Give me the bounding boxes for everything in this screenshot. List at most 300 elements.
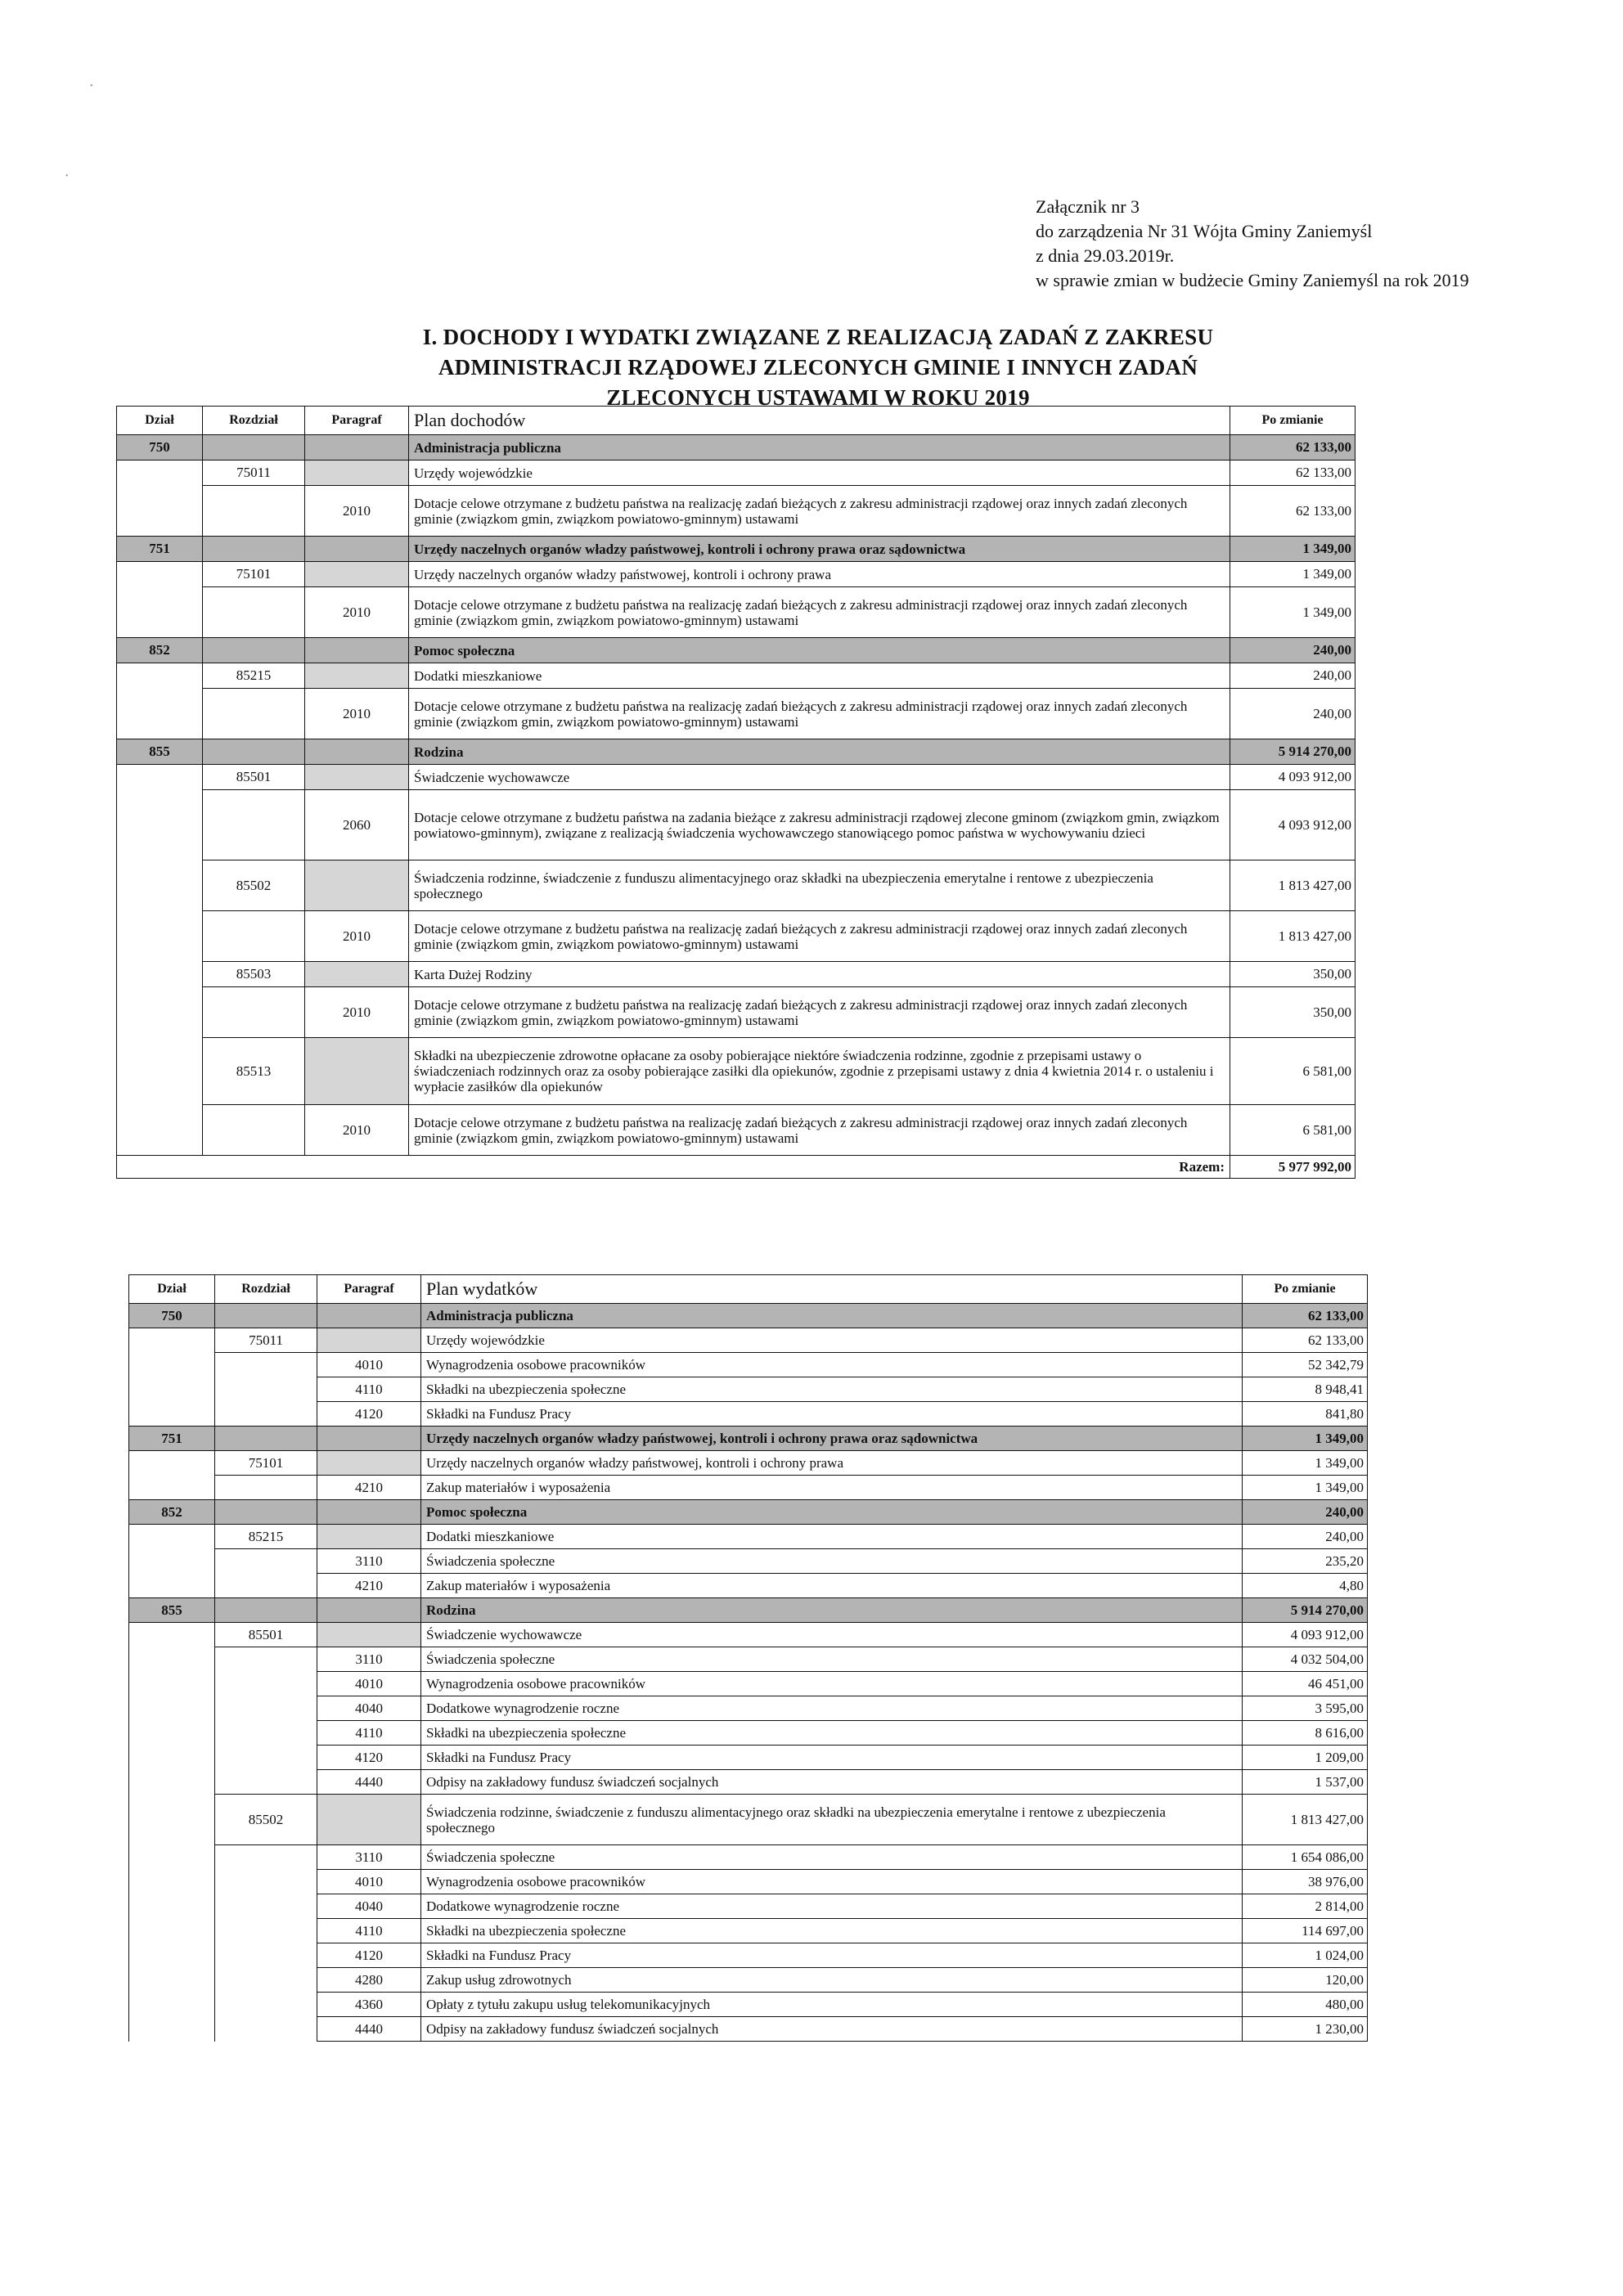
po-zmianie-cell: 1 813 427,00 <box>1230 860 1355 911</box>
plan-name-cell: Świadczenia rodzinne, świadczenie z funduszu alimentacyjnego oraz składki na ubezpieczenia emerytalne i rentowe z ubezpieczenia społecznego <box>409 860 1230 911</box>
header-po-zmianie: Po zmianie <box>1230 407 1355 435</box>
paragraf-row <box>117 1105 1355 1156</box>
dzial-cell <box>129 2017 215 2042</box>
dzial-cell <box>117 562 203 587</box>
paragraf-cell: 4110 <box>317 1377 421 1402</box>
rozdzial-cell <box>215 1574 317 1598</box>
plan-name-cell: Rodzina <box>409 739 1230 765</box>
paragraf-cell: 4360 <box>317 1993 421 2017</box>
dzial-cell: 750 <box>129 1304 215 1328</box>
paragraf-row <box>117 911 1355 962</box>
paragraf-cell <box>317 1451 421 1476</box>
plan-name-cell: Dotacje celowe otrzymane z budżetu państwa na realizację zadań bieżących z zakresu administracji rządowej oraz innych zadań zleconych gminie (związkom gmin, związkom powiatowo-gminnym) ustawami <box>409 1105 1230 1156</box>
po-zmianie-cell: 8 948,41 <box>1243 1377 1368 1402</box>
rozdzial-cell: 85215 <box>203 663 305 689</box>
po-zmianie-cell: 4 093 912,00 <box>1243 1623 1368 1647</box>
paragraf-row <box>129 1993 1368 2017</box>
dzial-row <box>117 435 1355 461</box>
dzial-row <box>129 1427 1368 1451</box>
po-zmianie-cell: 5 914 270,00 <box>1230 739 1355 765</box>
dzial-cell <box>129 1672 215 1696</box>
paragraf-cell: 4120 <box>317 1402 421 1427</box>
po-zmianie-cell: 480,00 <box>1243 1993 1368 2017</box>
rozdzial-cell: 75011 <box>203 461 305 486</box>
rozdzial-cell: 75011 <box>215 1328 317 1353</box>
header-po-zmianie: Po zmianie <box>1243 1275 1368 1304</box>
dzial-cell <box>129 1623 215 1647</box>
rozdzial-cell <box>215 1377 317 1402</box>
paragraf-row <box>129 1574 1368 1598</box>
rozdzial-cell: 85513 <box>203 1038 305 1105</box>
dzial-cell <box>129 1647 215 1672</box>
dzial-cell <box>117 911 203 962</box>
dzial-row <box>117 638 1355 663</box>
paragraf-row <box>129 1672 1368 1696</box>
plan-name-cell: Dotacje celowe otrzymane z budżetu państwa na realizację zadań bieżących z zakresu administracji rządowej oraz innych zadań zleconych gminie (związkom gmin, związkom powiatowo-gminnym) ustawami <box>409 486 1230 537</box>
paragraf-cell: 4040 <box>317 1696 421 1721</box>
plan-name-cell: Administracja publiczna <box>421 1304 1243 1328</box>
dzial-row <box>129 1598 1368 1623</box>
dzial-cell <box>129 1549 215 1574</box>
paragraf-cell: 2060 <box>305 790 409 860</box>
annex-ordinance: do zarządzenia Nr 31 Wójta Gminy Zaniemyśl <box>1036 221 1373 241</box>
dzial-cell <box>129 1525 215 1549</box>
paragraf-row <box>129 1870 1368 1894</box>
paragraf-row <box>129 1647 1368 1672</box>
paragraf-cell: 3110 <box>317 1845 421 1870</box>
paragraf-cell: 4440 <box>317 2017 421 2042</box>
paragraf-cell: 4040 <box>317 1894 421 1919</box>
po-zmianie-cell: 1 230,00 <box>1243 2017 1368 2042</box>
dzial-cell <box>129 1968 215 1993</box>
rozdzial-row <box>117 1038 1355 1105</box>
dzial-cell <box>117 486 203 537</box>
po-zmianie-cell: 1 349,00 <box>1230 587 1355 638</box>
plan-name-cell: Świadczenia społeczne <box>421 1549 1243 1574</box>
rozdzial-cell <box>203 537 305 562</box>
annex-number: Załącznik nr 3 <box>1036 196 1140 217</box>
paragraf-cell: 4120 <box>317 1943 421 1968</box>
rozdzial-row <box>129 1328 1368 1353</box>
rozdzial-cell: 85503 <box>203 962 305 987</box>
rozdzial-cell <box>215 1476 317 1500</box>
paragraf-cell: 4010 <box>317 1672 421 1696</box>
po-zmianie-cell: 62 133,00 <box>1230 486 1355 537</box>
rozdzial-cell <box>203 587 305 638</box>
paragraf-cell: 2010 <box>305 587 409 638</box>
dzial-cell <box>129 1943 215 1968</box>
rozdzial-cell <box>203 987 305 1038</box>
rozdzial-cell: 85502 <box>215 1795 317 1845</box>
rozdzial-cell: 85501 <box>203 765 305 790</box>
paragraf-row <box>129 1894 1368 1919</box>
dzial-cell <box>129 1451 215 1476</box>
paragraf-cell: 4110 <box>317 1721 421 1746</box>
plan-name-cell: Składki na ubezpieczenia społeczne <box>421 1919 1243 1943</box>
dzial-cell <box>117 689 203 739</box>
plan-name-cell: Wynagrodzenia osobowe pracowników <box>421 1870 1243 1894</box>
paragraf-cell: 4110 <box>317 1919 421 1943</box>
page-title <box>327 322 1309 413</box>
plan-name-cell: Wynagrodzenia osobowe pracowników <box>421 1672 1243 1696</box>
header-rozdzial: Rozdział <box>215 1275 317 1304</box>
po-zmianie-cell: 1 349,00 <box>1230 562 1355 587</box>
dzial-cell <box>117 1105 203 1156</box>
paragraf-row <box>129 1845 1368 1870</box>
plan-name-cell: Karta Dużej Rodziny <box>409 962 1230 987</box>
paragraf-row <box>129 1402 1368 1427</box>
po-zmianie-cell: 1 349,00 <box>1230 537 1355 562</box>
paragraf-cell: 2010 <box>305 486 409 537</box>
table-header <box>117 407 1355 435</box>
plan-name-cell: Urzędy wojewódzkie <box>421 1328 1243 1353</box>
paragraf-cell: 2010 <box>305 689 409 739</box>
paragraf-cell <box>317 1598 421 1623</box>
paragraf-row <box>129 1968 1368 1993</box>
dzial-cell <box>129 1919 215 1943</box>
rozdzial-cell <box>203 739 305 765</box>
po-zmianie-cell: 46 451,00 <box>1243 1672 1368 1696</box>
po-zmianie-cell: 1 654 086,00 <box>1243 1845 1368 1870</box>
plan-name-cell: Urzędy naczelnych organów władzy państwowej, kontroli i ochrony prawa oraz sądownictwa <box>421 1427 1243 1451</box>
rozdzial-cell <box>215 1647 317 1672</box>
dzial-cell <box>129 1696 215 1721</box>
dzial-cell <box>129 1402 215 1427</box>
po-zmianie-cell: 235,20 <box>1243 1549 1368 1574</box>
paragraf-row <box>117 689 1355 739</box>
title-line: I. DOCHODY I WYDATKI ZWIĄZANE Z REALIZACJĄ ZADAŃ Z ZAKRESU <box>422 325 1214 349</box>
title-line: ADMINISTRACJI RZĄDOWEJ ZLECONYCH GMINIE I INNYCH ZADAŃ <box>438 355 1198 380</box>
dzial-cell <box>129 1721 215 1746</box>
header-dzial: Dział <box>117 407 203 435</box>
title-line: ZLECONYCH USTAWAMI W ROKU 2019 <box>606 385 1030 410</box>
rozdzial-cell <box>203 1105 305 1156</box>
expense-table <box>128 1274 1368 2042</box>
plan-name-cell: Urzędy wojewódzkie <box>409 461 1230 486</box>
rozdzial-cell <box>215 2017 317 2042</box>
rozdzial-cell: 85501 <box>215 1623 317 1647</box>
header-dzial: Dział <box>129 1275 215 1304</box>
po-zmianie-cell: 1 209,00 <box>1243 1746 1368 1770</box>
po-zmianie-cell: 4 032 504,00 <box>1243 1647 1368 1672</box>
expense-body <box>129 1304 1368 2042</box>
rozdzial-row <box>129 1525 1368 1549</box>
plan-name-cell: Rodzina <box>421 1598 1243 1623</box>
paragraf-cell <box>305 765 409 790</box>
dzial-cell: 750 <box>117 435 203 461</box>
annex-date: z dnia 29.03.2019r. <box>1036 245 1175 266</box>
dzial-cell <box>117 962 203 987</box>
dzial-cell <box>117 663 203 689</box>
header-plan: Plan wydatków <box>421 1275 1243 1304</box>
paragraf-row <box>117 790 1355 860</box>
rozdzial-cell <box>203 790 305 860</box>
paragraf-row <box>129 1353 1368 1377</box>
annex-header <box>1036 195 1469 293</box>
rozdzial-cell <box>203 638 305 663</box>
paragraf-cell: 4210 <box>317 1574 421 1598</box>
dzial-cell <box>129 1377 215 1402</box>
dzial-cell <box>129 1770 215 1795</box>
plan-name-cell: Urzędy naczelnych organów władzy państwowej, kontroli i ochrony prawa <box>409 562 1230 587</box>
paragraf-row <box>117 587 1355 638</box>
paragraf-cell: 3110 <box>317 1647 421 1672</box>
plan-name-cell: Dotacje celowe otrzymane z budżetu państwa na zadania bieżące z zakresu administracji rządowej zlecone gminom (związkom gmin, związkom powiatowo-gminnym), związane z realizacją świadczenia wychowawczego stanowiącego pomoc państwa w wychowywaniu dzieci <box>409 790 1230 860</box>
po-zmianie-cell: 4 093 912,00 <box>1230 790 1355 860</box>
plan-name-cell: Składki na Fundusz Pracy <box>421 1943 1243 1968</box>
plan-name-cell: Składki na Fundusz Pracy <box>421 1402 1243 1427</box>
dzial-cell <box>129 1845 215 1870</box>
razem-value: 5 977 992,00 <box>1230 1156 1355 1179</box>
plan-name-cell: Dodatkowe wynagrodzenie roczne <box>421 1696 1243 1721</box>
paragraf-row <box>117 486 1355 537</box>
rozdzial-cell <box>215 1696 317 1721</box>
annex-subject: w sprawie zmian w budżecie Gminy Zaniemyśl na rok 2019 <box>1036 270 1469 290</box>
rozdzial-cell <box>215 1721 317 1746</box>
plan-name-cell: Składki na ubezpieczenie zdrowotne opłacane za osoby pobierające niektóre świadczenia rodzinne, zgodnie z przepisami ustawy o świadczeniach rodzinnych oraz za osoby pobierające zasiłki dla opiekunów, zgodnie z przepisami ustawy z dnia 4 kwietnia 2014 r. o ustaleniu i wypłacie zasiłków dla opiekunów <box>409 1038 1230 1105</box>
po-zmianie-cell: 1 349,00 <box>1243 1451 1368 1476</box>
paragraf-row <box>129 1476 1368 1500</box>
table-header <box>129 1275 1368 1304</box>
plan-name-cell: Dodatkowe wynagrodzenie roczne <box>421 1894 1243 1919</box>
po-zmianie-cell: 1 024,00 <box>1243 1943 1368 1968</box>
paragraf-row <box>117 987 1355 1038</box>
plan-name-cell: Urzędy naczelnych organów władzy państwowej, kontroli i ochrony prawa <box>421 1451 1243 1476</box>
plan-name-cell: Dodatki mieszkaniowe <box>421 1525 1243 1549</box>
rozdzial-cell <box>215 1845 317 1870</box>
po-zmianie-cell: 240,00 <box>1243 1500 1368 1525</box>
dzial-row <box>117 739 1355 765</box>
po-zmianie-cell: 240,00 <box>1230 663 1355 689</box>
paragraf-cell <box>305 860 409 911</box>
dzial-cell <box>129 1353 215 1377</box>
po-zmianie-cell: 240,00 <box>1243 1525 1368 1549</box>
income-table <box>116 406 1355 1179</box>
dzial-cell: 751 <box>117 537 203 562</box>
dzial-cell: 855 <box>117 739 203 765</box>
scan-speck: • <box>90 82 93 91</box>
paragraf-cell <box>317 1795 421 1845</box>
plan-name-cell: Dotacje celowe otrzymane z budżetu państwa na realizację zadań bieżących z zakresu administracji rządowej oraz innych zadań zleconych gminie (związkom gmin, związkom powiatowo-gminnym) ustawami <box>409 689 1230 739</box>
razem-label: Razem: <box>117 1156 1230 1179</box>
plan-name-cell: Zakup materiałów i wyposażenia <box>421 1574 1243 1598</box>
rozdzial-row <box>117 962 1355 987</box>
paragraf-cell <box>305 435 409 461</box>
rozdzial-row <box>129 1795 1368 1845</box>
paragraf-cell <box>305 663 409 689</box>
po-zmianie-cell: 350,00 <box>1230 962 1355 987</box>
rozdzial-cell <box>215 1672 317 1696</box>
rozdzial-cell <box>203 486 305 537</box>
paragraf-cell <box>317 1328 421 1353</box>
plan-name-cell: Składki na Fundusz Pracy <box>421 1746 1243 1770</box>
po-zmianie-cell: 5 914 270,00 <box>1243 1598 1368 1623</box>
po-zmianie-cell: 62 133,00 <box>1243 1328 1368 1353</box>
dzial-cell <box>117 587 203 638</box>
paragraf-row <box>129 2017 1368 2042</box>
rozdzial-cell <box>215 1770 317 1795</box>
paragraf-row <box>129 1377 1368 1402</box>
plan-name-cell: Świadczenia rodzinne, świadczenie z funduszu alimentacyjnego oraz składki na ubezpieczenia emerytalne i rentowe z ubezpieczenia społecznego <box>421 1795 1243 1845</box>
plan-name-cell: Odpisy na zakładowy fundusz świadczeń socjalnych <box>421 2017 1243 2042</box>
rozdzial-cell <box>215 1968 317 1993</box>
plan-name-cell: Dodatki mieszkaniowe <box>409 663 1230 689</box>
paragraf-cell <box>305 739 409 765</box>
po-zmianie-cell: 114 697,00 <box>1243 1919 1368 1943</box>
rozdzial-cell <box>215 1500 317 1525</box>
po-zmianie-cell: 1 813 427,00 <box>1230 911 1355 962</box>
po-zmianie-cell: 1 813 427,00 <box>1243 1795 1368 1845</box>
dzial-cell: 855 <box>129 1598 215 1623</box>
plan-name-cell: Opłaty z tytułu zakupu usług telekomunikacyjnych <box>421 1993 1243 2017</box>
dzial-cell <box>117 860 203 911</box>
po-zmianie-cell: 6 581,00 <box>1230 1038 1355 1105</box>
paragraf-cell <box>317 1304 421 1328</box>
rozdzial-cell <box>215 1746 317 1770</box>
paragraf-cell: 4210 <box>317 1476 421 1500</box>
dzial-cell <box>129 1894 215 1919</box>
rozdzial-row <box>117 663 1355 689</box>
po-zmianie-cell: 4,80 <box>1243 1574 1368 1598</box>
paragraf-cell <box>305 638 409 663</box>
paragraf-row <box>129 1696 1368 1721</box>
dzial-cell <box>129 1746 215 1770</box>
plan-name-cell: Świadczenia społeczne <box>421 1845 1243 1870</box>
rozdzial-cell <box>215 1353 317 1377</box>
paragraf-cell <box>317 1427 421 1451</box>
dzial-cell <box>117 765 203 790</box>
plan-name-cell: Zakup materiałów i wyposażenia <box>421 1476 1243 1500</box>
plan-name-cell: Dotacje celowe otrzymane z budżetu państwa na realizację zadań bieżących z zakresu administracji rządowej oraz innych zadań zleconych gminie (związkom gmin, związkom powiatowo-gminnym) ustawami <box>409 911 1230 962</box>
plan-name-cell: Pomoc społeczna <box>421 1500 1243 1525</box>
po-zmianie-cell: 4 093 912,00 <box>1230 765 1355 790</box>
po-zmianie-cell: 2 814,00 <box>1243 1894 1368 1919</box>
plan-name-cell: Składki na ubezpieczenia społeczne <box>421 1377 1243 1402</box>
paragraf-row <box>129 1721 1368 1746</box>
rozdzial-cell: 75101 <box>215 1451 317 1476</box>
po-zmianie-cell: 3 595,00 <box>1243 1696 1368 1721</box>
plan-name-cell: Wynagrodzenia osobowe pracowników <box>421 1353 1243 1377</box>
dzial-row <box>129 1304 1368 1328</box>
plan-name-cell: Urzędy naczelnych organów władzy państwowej, kontroli i ochrony prawa oraz sądownictwa <box>409 537 1230 562</box>
header-rozdzial: Rozdział <box>203 407 305 435</box>
paragraf-cell <box>317 1525 421 1549</box>
rozdzial-cell <box>203 911 305 962</box>
paragraf-cell: 4120 <box>317 1746 421 1770</box>
rozdzial-cell <box>203 689 305 739</box>
paragraf-row <box>129 1549 1368 1574</box>
rozdzial-cell <box>215 1943 317 1968</box>
paragraf-cell: 2010 <box>305 1105 409 1156</box>
dzial-cell <box>129 1993 215 2017</box>
po-zmianie-cell: 8 616,00 <box>1243 1721 1368 1746</box>
dzial-row <box>129 1500 1368 1525</box>
paragraf-cell <box>305 537 409 562</box>
dzial-cell <box>129 1476 215 1500</box>
header-plan: Plan dochodów <box>409 407 1230 435</box>
razem-row <box>117 1156 1355 1179</box>
paragraf-cell: 2010 <box>305 911 409 962</box>
rozdzial-row <box>129 1451 1368 1476</box>
paragraf-cell: 2010 <box>305 987 409 1038</box>
dzial-cell <box>129 1870 215 1894</box>
rozdzial-cell <box>215 1598 317 1623</box>
paragraf-cell: 4010 <box>317 1353 421 1377</box>
paragraf-cell <box>305 1038 409 1105</box>
dzial-cell <box>117 1038 203 1105</box>
plan-name-cell: Dotacje celowe otrzymane z budżetu państwa na realizację zadań bieżących z zakresu administracji rządowej oraz innych zadań zleconych gminie (związkom gmin, związkom powiatowo-gminnym) ustawami <box>409 987 1230 1038</box>
rozdzial-cell: 85502 <box>203 860 305 911</box>
scan-speck: • <box>65 172 69 181</box>
po-zmianie-cell: 62 133,00 <box>1230 461 1355 486</box>
rozdzial-row <box>117 461 1355 486</box>
paragraf-cell: 4010 <box>317 1870 421 1894</box>
paragraf-row <box>129 1919 1368 1943</box>
rozdzial-row <box>117 765 1355 790</box>
paragraf-cell: 4280 <box>317 1968 421 1993</box>
po-zmianie-cell: 1 349,00 <box>1243 1476 1368 1500</box>
paragraf-row <box>129 1943 1368 1968</box>
dzial-cell <box>129 1795 215 1845</box>
po-zmianie-cell: 841,80 <box>1243 1402 1368 1427</box>
paragraf-cell <box>317 1500 421 1525</box>
paragraf-cell: 4440 <box>317 1770 421 1795</box>
paragraf-cell <box>305 461 409 486</box>
po-zmianie-cell: 350,00 <box>1230 987 1355 1038</box>
rozdzial-row <box>117 562 1355 587</box>
dzial-row <box>117 537 1355 562</box>
rozdzial-cell <box>215 1894 317 1919</box>
rozdzial-cell <box>215 1919 317 1943</box>
header-paragraf: Paragraf <box>317 1275 421 1304</box>
dzial-cell <box>129 1328 215 1353</box>
rozdzial-cell <box>215 1993 317 2017</box>
plan-name-cell: Świadczenie wychowawcze <box>421 1623 1243 1647</box>
rozdzial-cell <box>215 1549 317 1574</box>
dzial-cell: 852 <box>129 1500 215 1525</box>
rozdzial-row <box>129 1623 1368 1647</box>
paragraf-row <box>129 1746 1368 1770</box>
rozdzial-cell: 75101 <box>203 562 305 587</box>
paragraf-cell <box>317 1623 421 1647</box>
header-paragraf: Paragraf <box>305 407 409 435</box>
plan-name-cell: Zakup usług zdrowotnych <box>421 1968 1243 1993</box>
plan-name-cell: Pomoc społeczna <box>409 638 1230 663</box>
po-zmianie-cell: 120,00 <box>1243 1968 1368 1993</box>
po-zmianie-cell: 62 133,00 <box>1230 435 1355 461</box>
dzial-cell <box>117 987 203 1038</box>
paragraf-row <box>129 1770 1368 1795</box>
plan-name-cell: Składki na ubezpieczenia społeczne <box>421 1721 1243 1746</box>
paragraf-cell <box>305 962 409 987</box>
plan-name-cell: Administracja publiczna <box>409 435 1230 461</box>
dzial-cell <box>117 790 203 860</box>
plan-name-cell: Świadczenie wychowawcze <box>409 765 1230 790</box>
rozdzial-cell <box>215 1427 317 1451</box>
paragraf-cell <box>305 562 409 587</box>
po-zmianie-cell: 240,00 <box>1230 638 1355 663</box>
rozdzial-cell <box>215 1304 317 1328</box>
po-zmianie-cell: 1 349,00 <box>1243 1427 1368 1451</box>
plan-name-cell: Odpisy na zakładowy fundusz świadczeń socjalnych <box>421 1770 1243 1795</box>
rozdzial-cell <box>203 435 305 461</box>
po-zmianie-cell: 6 581,00 <box>1230 1105 1355 1156</box>
rozdzial-cell <box>215 1402 317 1427</box>
income-body <box>117 435 1355 1156</box>
dzial-cell <box>129 1574 215 1598</box>
po-zmianie-cell: 62 133,00 <box>1243 1304 1368 1328</box>
paragraf-cell: 3110 <box>317 1549 421 1574</box>
